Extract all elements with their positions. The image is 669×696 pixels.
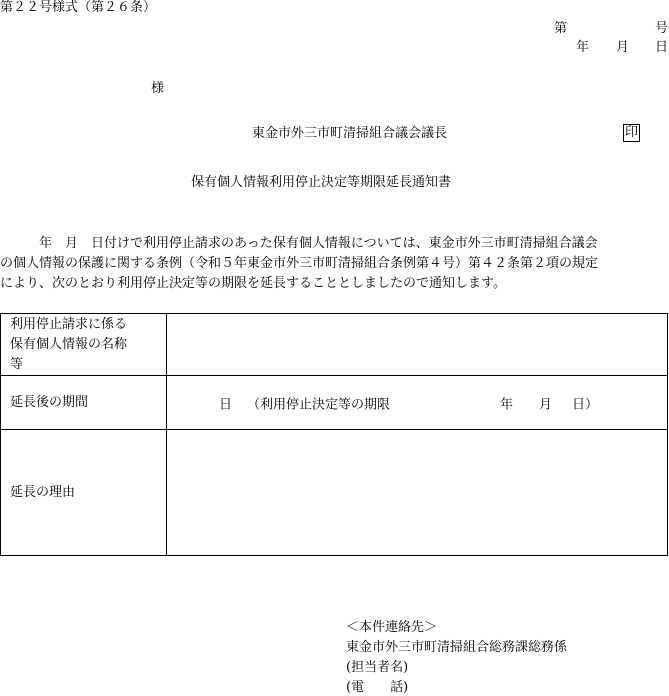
body-line-2: の個人情報の保護に関する条例（令和５年東金市外三市町清掃組合条例第４号）第４２条第２項の規定 xyxy=(0,256,599,271)
doc-number-suffix: 号 xyxy=(655,21,669,36)
body-paragraph xyxy=(0,234,669,294)
name-label-line-3: 等 xyxy=(10,356,24,372)
date-year: 年 xyxy=(576,40,590,55)
reason-label: 延長の理由 xyxy=(10,484,76,500)
table-row-period xyxy=(1,376,668,430)
reason-value-cell[interactable] xyxy=(167,430,668,556)
period-deadline-text: （利用停止決定等の期限 xyxy=(247,397,391,412)
period-value-cell[interactable] xyxy=(167,376,668,430)
form-number: 第２２号様式（第２６条） xyxy=(0,0,157,15)
period-label: 延長後の期間 xyxy=(10,394,89,410)
table-row-name xyxy=(1,314,668,376)
seal-mark: 印 xyxy=(624,125,638,140)
period-day-close: 日） xyxy=(572,397,599,412)
contact-heading: ＜本件連絡先＞ xyxy=(346,620,438,635)
name-label-cell xyxy=(1,314,167,376)
name-value-cell[interactable] xyxy=(167,314,668,376)
body-line-1: 年 月 日付けで利用停止請求のあった保有個人情報については、東金市外三市町清掃組合議会 xyxy=(0,236,598,251)
document-title: 保有個人情報利用停止決定等期限延長通知書 xyxy=(191,175,452,190)
contact-person: (担当者名) xyxy=(346,660,409,675)
sender-name: 東金市外三市町清掃組合議会議長 xyxy=(252,126,448,141)
contact-phone: (電 話) xyxy=(346,680,409,695)
period-month: 月 xyxy=(539,397,553,412)
addressee-honorific: 様 xyxy=(151,81,165,96)
name-label-line-1: 利用停止請求に係る xyxy=(10,316,128,332)
period-day: 日 xyxy=(219,397,233,412)
info-table xyxy=(0,313,668,556)
reason-label-cell xyxy=(1,430,167,556)
body-line-3: により、次のとおり利用停止決定等の期限を延長することとしましたので通知します。 xyxy=(0,276,506,291)
doc-number-prefix: 第 xyxy=(554,21,568,36)
period-label-cell xyxy=(1,376,167,430)
date-month: 月 xyxy=(616,40,630,55)
period-year: 年 xyxy=(500,397,514,412)
contact-department: 東金市外三市町清掃組合総務課総務係 xyxy=(346,640,568,655)
date-day: 日 xyxy=(655,40,669,55)
name-label-line-2: 保有個人情報の名称 xyxy=(10,336,128,352)
table-row-reason xyxy=(1,430,668,556)
